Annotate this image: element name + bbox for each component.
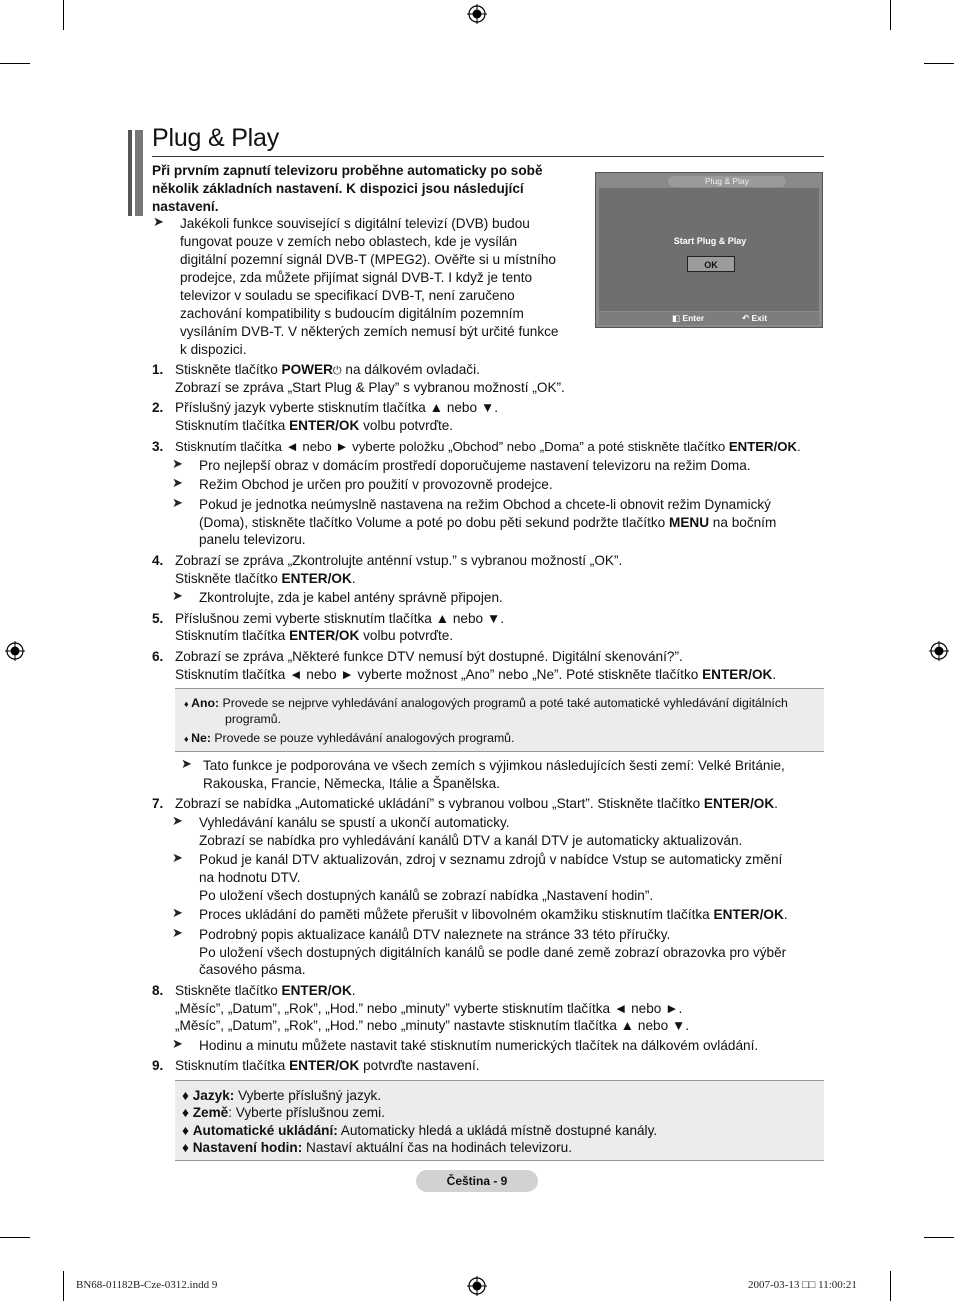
tv-ok-button: OK (687, 256, 735, 272)
power-icon: ⏻ (332, 365, 342, 377)
option-ano: ♦ Ano: Provede se nejprve vyhledávání analogových programů a poté také automatické vyhledávání digitálních (184, 696, 788, 710)
step-number: 6. (152, 649, 164, 664)
bullet-icon: ♦ (182, 1088, 193, 1103)
registration-mark-icon (929, 641, 949, 661)
dvb-note-line: Jakékoli funkce související s digitální televizí (DVB) budou (180, 216, 530, 231)
dvb-note-line: digitální pozemní signál DVB-T (MPEG2). Ověřte si u místního (180, 252, 556, 267)
step-4-note-1: Zkontrolujte, zda je kabel antény správně připojen. (199, 590, 503, 605)
crop-mark (63, 0, 64, 30)
step-number: 1. (152, 362, 164, 377)
note-arrow-icon: ➤ (172, 1036, 183, 1051)
dvb-note-line: televizor v souladu se specifikací DVB-T, není zaručeno (180, 288, 515, 303)
step-5-line-2: Stisknutím tlačítka ENTER/OK volbu potvrďte. (175, 628, 454, 643)
date-slug: 2007-03-13 □□ 11:00:21 (748, 1279, 857, 1291)
step-3-note-3: Pokud je jednotka neúmyslně nastavena na režim Obchod a chcete-li obnovit režim Dynamický (199, 497, 771, 512)
step-8-note-1: Hodinu a minutu můžete nastavit také stisknutím numerických tlačítek na dálkovém ovládání. (199, 1038, 759, 1053)
step-7-line-1: Zobrazí se nabídka „Automatické ukládání” s vybranou volbou „Start”. Stiskněte tlačítko ENTER/OK. (175, 796, 778, 811)
option-ano-cont: programů. (225, 712, 282, 726)
step-9-line-1: Stisknutím tlačítka ENTER/OK potvrďte nastavení. (175, 1058, 480, 1073)
step-4-line-1: Zobrazí se zpráva „Zkontrolujte anténní vstup.” s vybranou možností „OK”. (175, 553, 623, 568)
note-arrow-icon: ➤ (172, 850, 183, 865)
note-arrow-icon: ➤ (153, 214, 164, 229)
step-number: 9. (152, 1058, 164, 1073)
dvb-note-line: vysíláním DVB-T. V některých zemích nemusí být určité funkce (180, 324, 559, 339)
registration-mark-icon (467, 1276, 487, 1296)
summary-hodin: ♦ Nastavení hodin: Nastaví aktuální čas na hodinách televizoru. (182, 1140, 573, 1155)
crop-mark (924, 1237, 954, 1238)
note-arrow-icon: ➤ (172, 475, 183, 490)
bullet-icon: ♦ (184, 734, 192, 744)
page-title: Plug & Play (152, 124, 280, 152)
step-number: 3. (152, 439, 164, 454)
step-7-note-4-end: časového pásma. (199, 962, 306, 977)
step-1-line-2: Zobrazí se zpráva „Start Plug & Play” s vybranou možností „OK”. (175, 380, 565, 395)
dvb-note-line: zachování kompatibility s budoucím digitálním pozemním (180, 306, 524, 321)
crop-mark (890, 1271, 891, 1301)
bullet-icon: ♦ (184, 699, 192, 709)
step-3-note-2: Režim Obchod je určen pro použití v provozovně prodejce. (199, 477, 553, 492)
page-number-badge: Čeština - 9 (416, 1170, 538, 1192)
note-arrow-icon: ➤ (172, 905, 183, 920)
step-3-note-3-end: panelu televizoru. (199, 532, 306, 547)
bullet-icon: ♦ (182, 1140, 193, 1155)
return-icon: ↶ (742, 313, 752, 323)
note-arrow-icon: ➤ (172, 813, 183, 828)
step-7-note-4-cont: Po uložení všech dostupných digitálních kanálů se podle dané země zobrazí obrazovka pro výběr (199, 945, 787, 960)
step-7-note-1-cont: Zobrazí se nabídka pro vyhledávání kanálů DTV a kanál DTV je automaticky aktualizován. (199, 833, 743, 848)
step-7-note-2-cont: na hodnotu DTV. (199, 870, 301, 885)
tv-screen-body (599, 188, 819, 311)
registration-mark-icon (467, 4, 487, 24)
step-8-line-2: „Měsíc”, „Datum”, „Rok”, „Hod.” nebo „minuty” vyberte stisknutím tlačítka ◄ nebo ►. (175, 1001, 683, 1016)
options-box (175, 688, 824, 752)
step-2-line-1: Příslušný jazyk vyberte stisknutím tlačítka ▲ nebo ▼. (175, 400, 499, 415)
summary-auto: ♦ Automatické ukládání: Automaticky hledá a ukládá místně dostupné kanály. (182, 1123, 658, 1138)
note-arrow-icon: ➤ (172, 588, 183, 603)
step-7-note-3: Proces ukládání do paměti můžete přerušit v libovolném okamžiku stisknutím tlačítka ENTER/OK. (199, 907, 788, 922)
bullet-icon: ♦ (182, 1105, 193, 1120)
step-1-line-1: Stiskněte tlačítko POWER⏻ na dálkovém ovladači. (175, 362, 480, 377)
registration-mark-icon (5, 641, 25, 661)
summary-jazyk: ♦ Jazyk: Vyberte příslušný jazyk. (182, 1088, 382, 1103)
step-6-note-1: Tato funkce je podporována ve všech zemích s výjimkou následujících šesti zemí: Velké Británie, (203, 758, 785, 773)
summary-zeme: ♦ Země: Vyberte příslušnou zemi. (182, 1105, 385, 1120)
dvb-note-line: k dispozici. (180, 342, 247, 357)
tv-screen-message: Start Plug & Play (673, 236, 747, 246)
step-6-line-2: Stisknutím tlačítka ◄ nebo ► vyberte možnost „Ano” nebo „Ne”. Poté stiskněte tlačítko ENTER/OK. (175, 667, 777, 682)
dvb-note-line: fungovat pouze v zemích nebo oblastech, kde je vysílán (180, 234, 518, 249)
note-arrow-icon: ➤ (181, 756, 192, 771)
step-3-note-1: Pro nejlepší obraz v domácím prostředí doporučujeme nastavení televizoru na režim Doma. (199, 458, 751, 473)
step-5-line-1: Příslušnou zemi vyberte stisknutím tlačítka ▲ nebo ▼. (175, 611, 505, 626)
step-8-line-1: Stiskněte tlačítko ENTER/OK. (175, 983, 356, 998)
note-arrow-icon: ➤ (172, 495, 183, 510)
step-3-note-3-cont: (Doma), stiskněte tlačítko Volume a poté po dobu pěti sekund podržte tlačítko MENU na bočním (199, 515, 777, 530)
title-bar-decoration (128, 130, 144, 216)
crop-mark (0, 1237, 30, 1238)
dvb-note-line: prodejce, zda můžete přijímat signál DVB-T. I když je tento (180, 270, 533, 285)
tv-exit-hint: ↶ Exit (742, 313, 768, 323)
step-7-note-4: Podrobný popis aktualizace kanálů DTV naleznete na stránce 33 této příručky. (199, 927, 671, 942)
step-number: 7. (152, 796, 164, 811)
crop-mark (0, 63, 30, 64)
step-6-note-1-cont: Rakouska, Francie, Německa, Itálie a Španělska. (203, 776, 500, 791)
option-ne: ♦ Ne: Provede se pouze vyhledávání analogových programů. (184, 731, 515, 745)
step-number: 5. (152, 611, 164, 626)
tv-enter-hint: ◧ Enter (672, 313, 705, 323)
bullet-icon: ♦ (182, 1123, 193, 1138)
step-4-line-2: Stiskněte tlačítko ENTER/OK. (175, 571, 356, 586)
crop-mark (890, 0, 891, 30)
tv-screen-illustration (595, 172, 823, 328)
file-slug: BN68-01182B-Cze-0312.indd 9 (76, 1279, 218, 1291)
step-7-note-2-end: Po uložení všech dostupných kanálů se zobrazí nabídka „Nastavení hodin”. (199, 888, 654, 903)
enter-icon: ◧ (672, 313, 683, 323)
step-7-note-1: Vyhledávání kanálu se spustí a ukončí automaticky. (199, 815, 510, 830)
crop-mark (63, 1271, 64, 1301)
step-number: 2. (152, 400, 164, 415)
step-8-line-3: „Měsíc”, „Datum”, „Rok”, „Hod.” nebo „minuty” nastavte stisknutím tlačítka ▲ nebo ▼. (175, 1018, 690, 1033)
step-3-line-1: Stisknutím tlačítka ◄ nebo ► vyberte položku „Obchod” nebo „Doma” a poté stiskněte tlačítko ENTER/OK. (175, 439, 801, 454)
summary-box (175, 1080, 824, 1161)
title-divider (152, 156, 824, 157)
note-arrow-icon: ➤ (172, 456, 183, 471)
step-2-line-2: Stisknutím tlačítka ENTER/OK volbu potvrďte. (175, 418, 454, 433)
tv-screen-title: Plug & Play (668, 176, 786, 187)
note-arrow-icon: ➤ (172, 925, 183, 940)
tv-screen-footer (599, 312, 819, 325)
step-number: 8. (152, 983, 164, 998)
intro-text: Při prvním zapnutí televizoru proběhne automaticky po sobě několik základních nastavení. K dispozici jsou následující nastavení. (152, 163, 543, 214)
step-7-note-2: Pokud je kanál DTV aktualizován, zdroj v seznamu zdrojů v nabídce Vstup se automaticky změní (199, 852, 783, 867)
step-6-line-1: Zobrazí se zpráva „Některé funkce DTV nemusí být dostupné. Digitální skenování?”. (175, 649, 683, 664)
crop-mark (924, 63, 954, 64)
step-number: 4. (152, 553, 164, 568)
